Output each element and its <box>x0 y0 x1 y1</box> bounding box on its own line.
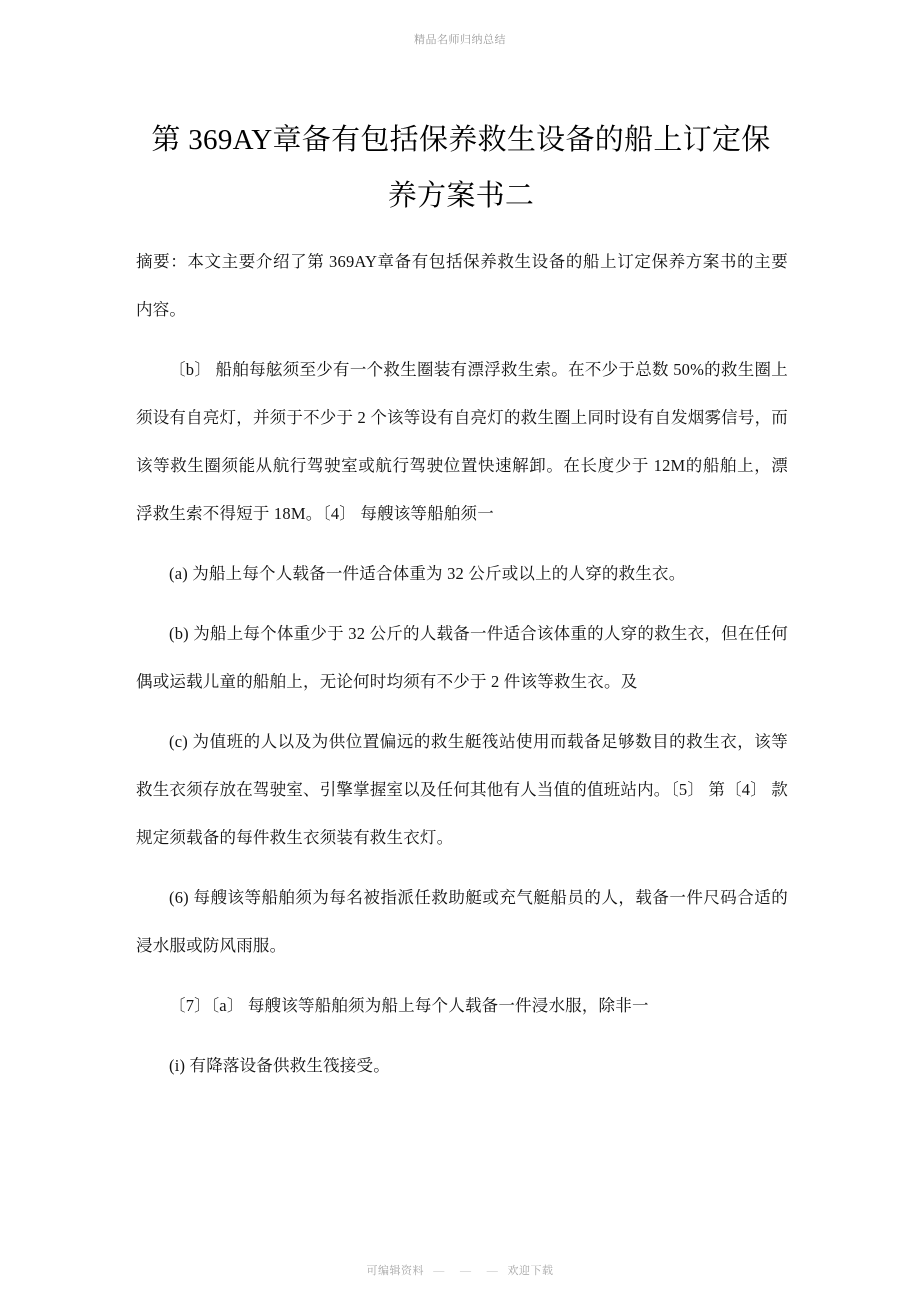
paragraph-clause-7a: 〔7〕〔a〕 每艘该等船舶须为船上每个人载备一件浸水服，除非一 <box>169 996 649 1015</box>
page-title-line-1: 第 369AY章备有包括保养救生设备的船上订定保 <box>151 124 771 156</box>
page-footer <box>0 1264 920 1278</box>
paragraph-clause-b2: (b) 为船上每个体重少于 32 公斤的人载备一件适合该体重的人穿的救生衣，但在任何偶或运载儿童的船舶上，无论何时均须有不少于 2 件该等救生衣。及 <box>136 624 788 691</box>
footer-left-text: 可编辑资料 <box>366 1265 424 1277</box>
footer-dash-2: — <box>460 1265 472 1277</box>
page-header-watermark: 精品名师归纳总结 <box>414 34 506 46</box>
paragraph-clause-i: (i) 有降落设备供救生筏接受。 <box>169 1056 390 1075</box>
abstract-paragraph: 摘要：本文主要介绍了第 369AY章备有包括保养救生设备的船上订定保养方案书的主要内容。 <box>136 252 788 319</box>
footer-right-text: 欢迎下载 <box>507 1265 554 1277</box>
document-body <box>136 238 788 1090</box>
paragraph-clause-6: (6) 每艘该等船舶须为每名被指派任救助艇或充气艇船员的人，载备一件尺码合适的浸水服或防风雨服。 <box>136 888 788 955</box>
page-title-line-2: 养方案书二 <box>387 180 535 212</box>
page-title <box>136 112 786 224</box>
paragraph-clause-c: (c) 为值班的人以及为供位置偏远的救生艇筏站使用而载备足够数目的救生衣，该等救生衣须存放在驾驶室、引擎掌握室以及任何其他有人当值的值班站内。〔5〕 第〔4〕 款规定须载备的每件救生衣须装有救生衣灯。 <box>136 732 788 847</box>
paragraph-clause-a: (a) 为船上每个人载备一件适合体重为 32 公斤或以上的人穿的救生衣。 <box>169 564 686 583</box>
footer-dash-3: — <box>486 1265 499 1277</box>
footer-dash-1: — <box>433 1265 445 1277</box>
paragraph-clause-b: 〔b〕 船舶每舷须至少有一个救生圈装有漂浮救生索。在不少于总数 50%的救生圈上须设有自亮灯，并须于不少于 2 个该等设有自亮灯的救生圈上同时设有自发烟雾信号，而该等救生圈须能从航行驾驶室或航行驾驶位置快速解卸。在长度少于 12M的船舶上，漂浮救生索不得短于 18M。〔4〕 每艘该等船舶须一 <box>136 360 788 523</box>
